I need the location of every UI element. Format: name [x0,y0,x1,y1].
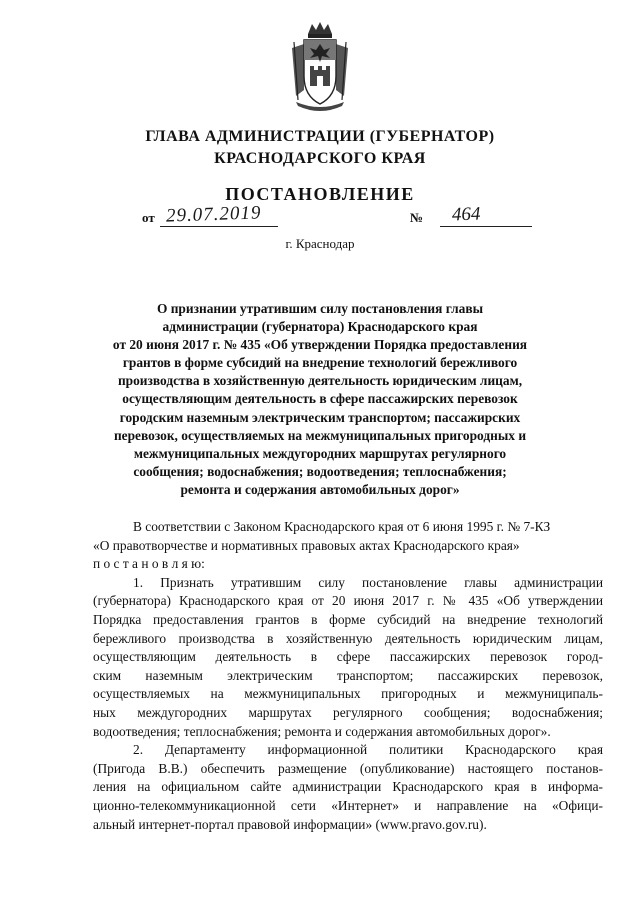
title-line: производства в хозяйственную деятельность юридическим лицам, [117,373,523,389]
title-line: грантов в форме субсидий на внедрение технологий бережливого [122,355,518,371]
body-line: осуществляемых на межмуниципальных пригородных и межмуниципаль- [93,686,603,702]
document-body [93,518,603,834]
body-line: В соответствии с Законом Краснодарского края от 6 июня 1995 г. № 7-КЗ [133,519,551,534]
title-line: администрации (губернатора) Краснодарского края [162,319,478,335]
body-line: водоотведения; теплоснабжения; ремонта и содержания автомобильных дорог». [93,723,551,739]
date-value: 29.07.2019 [165,202,262,227]
number-value: 464 [451,203,481,226]
body-line: ных междугородних маршрутах регулярного сообщения; водоснабжения; [93,704,603,720]
title-line: ремонта и содержания автомобильных дорог» [180,481,460,497]
issuer-line-2: КРАСНОДАРСКОГО КРАЯ [214,150,426,167]
body-line: «О правотворчестве и нормативных правовых актах Краснодарского края» [93,537,520,553]
title-line: от 20 июня 2017 г. № 435 «Об утверждении Порядка предоставления [112,337,528,353]
title-line: перевозок, осуществляемых на межмуниципальных пригородных и [113,427,527,443]
body-line: бережливого производства в хозяйственную деятельность юридическим лицам, [93,630,603,646]
coat-of-arms-icon [286,20,354,112]
body-line: 1. Признать утратившим силу постановление главы администрации [133,574,603,590]
body-line: Порядка предоставления грантов в форме субсидий на внедрение технологий [93,611,603,627]
title-line: сообщения; водоснабжения; водоотведения; теплоснабжения; [133,463,507,479]
body-line: ления на официальном сайте администрации Краснодарского края в информа- [93,779,603,795]
city: г. Краснодар [285,236,355,251]
issuer-line-1: ГЛАВА АДМИНИСТРАЦИИ (ГУБЕРНАТОР) [145,128,495,145]
document-title [100,300,540,499]
title-line: О признании утратившим силу постановления главы [156,301,484,316]
body-line: (губернатора) Краснодарского края от 20 июня 2017 г. № 435 «Об утверждении [93,593,603,609]
body-line: ционно-телекоммуникационной сети «Интернет» и направление на «Офици- [93,797,603,813]
number-label: № [410,210,424,225]
body-line: ским наземным электрическим транспортом; пассажирских перевозок, [93,667,603,683]
body-line: 2. Департаменту информационной политики Краснодарского края [133,742,603,758]
body-line: (Пригода В.В.) обеспечить размещение (опубликование) настоящего постанов- [93,760,603,776]
body-line: п о с т а н о в л я ю: [93,556,205,572]
title-line: городским наземным электрическим транспортом; пассажирских [119,409,521,425]
date-label: от [142,210,155,225]
document-type: ПОСТАНОВЛЕНИЕ [225,184,415,204]
title-line: межмуниципальных междугородних маршрутах регулярного [133,445,507,461]
body-line: осуществляющим деятельность в сфере пассажирских перевозок город- [93,649,603,665]
body-line: альный интернет-портал правовой информации» (www.pravo.gov.ru). [93,816,487,832]
title-line: осуществляющим деятельность в сфере пассажирских перевозок [122,391,518,407]
